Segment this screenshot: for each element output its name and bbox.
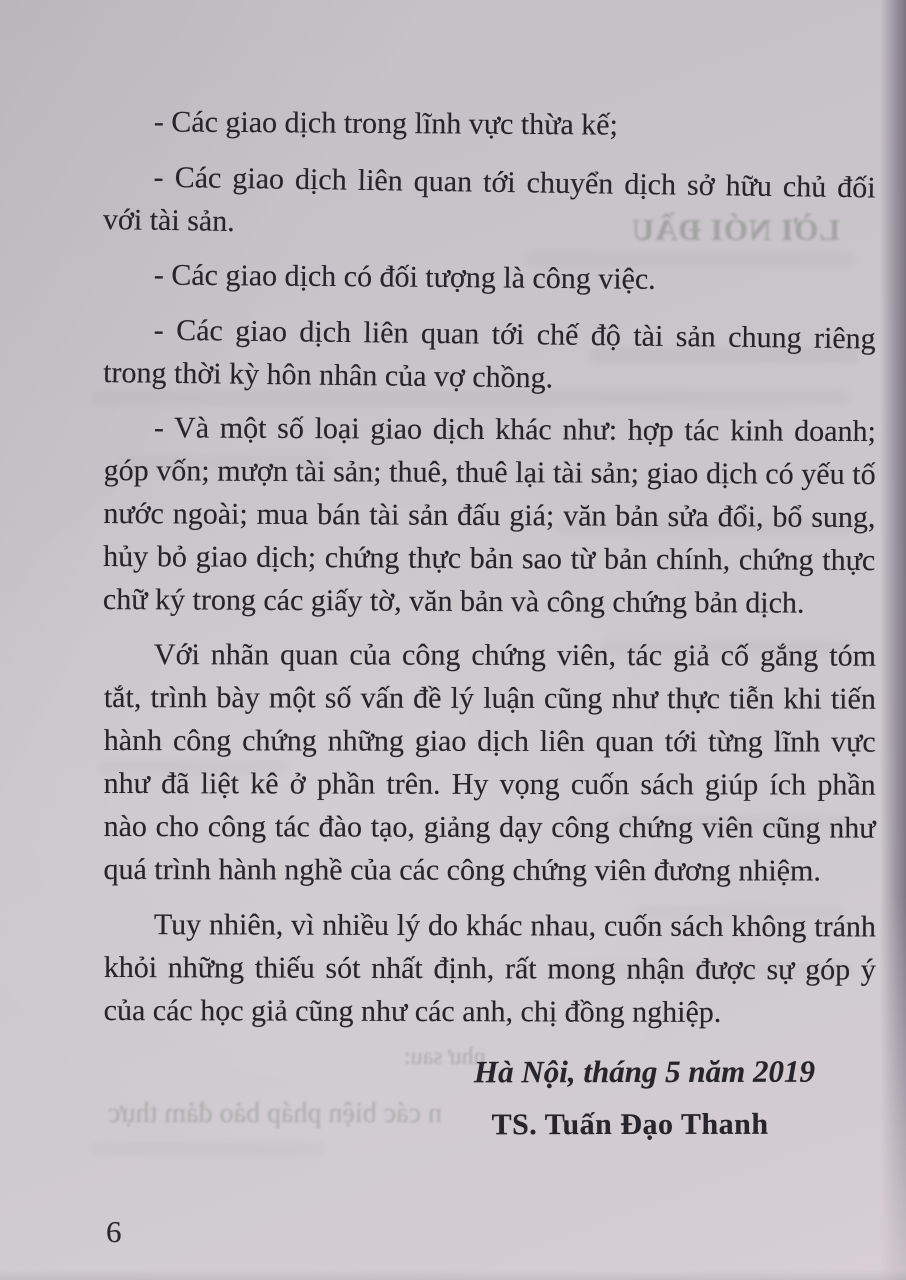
page-number: 6 — [106, 1214, 122, 1249]
paragraph-marital-property: - Các giao dịch liên quan tới chế độ tài sản chung riêng trong thời kỳ hôn nhân của vợ chồng. — [103, 313, 876, 395]
paragraph-other-transactions: - Và một số loại giao dịch khác như: hợp tác kinh doanh; góp vốn; mượn tài sản; thuê, thuê lại tài sản; giao dịch có yếu tố nước ngoài; mua bán tài sản đấu giá; văn bản sửa đổi, bổ sung, hủy bỏ giao dịch; chứng thực bản sao từ bản chính, chứng thực chữ ký trong các giấy tờ, văn bản và công chứng bản dịch. — [102, 411, 876, 620]
paragraph-ownership-transfer: - Các giao dịch liên quan tới chuyển dịch sở hữu chủ đối với tài sản. — [102, 160, 876, 238]
bleed-through-title: LỜI NÓI ĐẦU — [630, 212, 840, 247]
page-content — [104, 100, 876, 1146]
bottom-edge-shadow — [0, 1270, 906, 1280]
signature-block — [473, 1050, 816, 1147]
paragraph-author-perspective: Với nhãn quan của công chứng viên, tác giả cố gắng tóm tắt, trình bày một số vấn đề lý luận cũng như thực tiễn khi tiến hành công chứng những giao dịch liên quan tới từng lĩnh vực như đã liệt kê ở phần trên. Hy vọng cuốn sách giúp ích phần nào cho công tác đào tạo, giảng dạy công chứng viên cũng như quá trình hành nghề của các công chứng viên đương nhiệm. — [103, 638, 876, 888]
signature-author: TS. Tuấn Đạo Thanh — [491, 1107, 769, 1142]
bleed-through-fragment: n các biện pháp bảo đảm thực — [108, 1098, 442, 1129]
page-edge-shadow — [880, 0, 906, 1280]
paragraph-work-object: - Các giao dịch có đối tượng là công việc. — [153, 258, 656, 296]
bleed-through-fragment: như sau: — [404, 1044, 486, 1070]
paragraph-apology-feedback: Tuy nhiên, vì nhiều lý do khác nhau, cuốn sách không tránh khỏi những thiếu sót nhất định, rất mong nhận được sự góp ý của các học giả cũng như các anh, chị đồng nghiệp. — [103, 908, 876, 1029]
paragraph-inheritance: - Các giao dịch trong lĩnh vực thừa kế; — [153, 105, 619, 142]
signature-place-date: Hà Nội, tháng 5 năm 2019 — [473, 1053, 816, 1090]
